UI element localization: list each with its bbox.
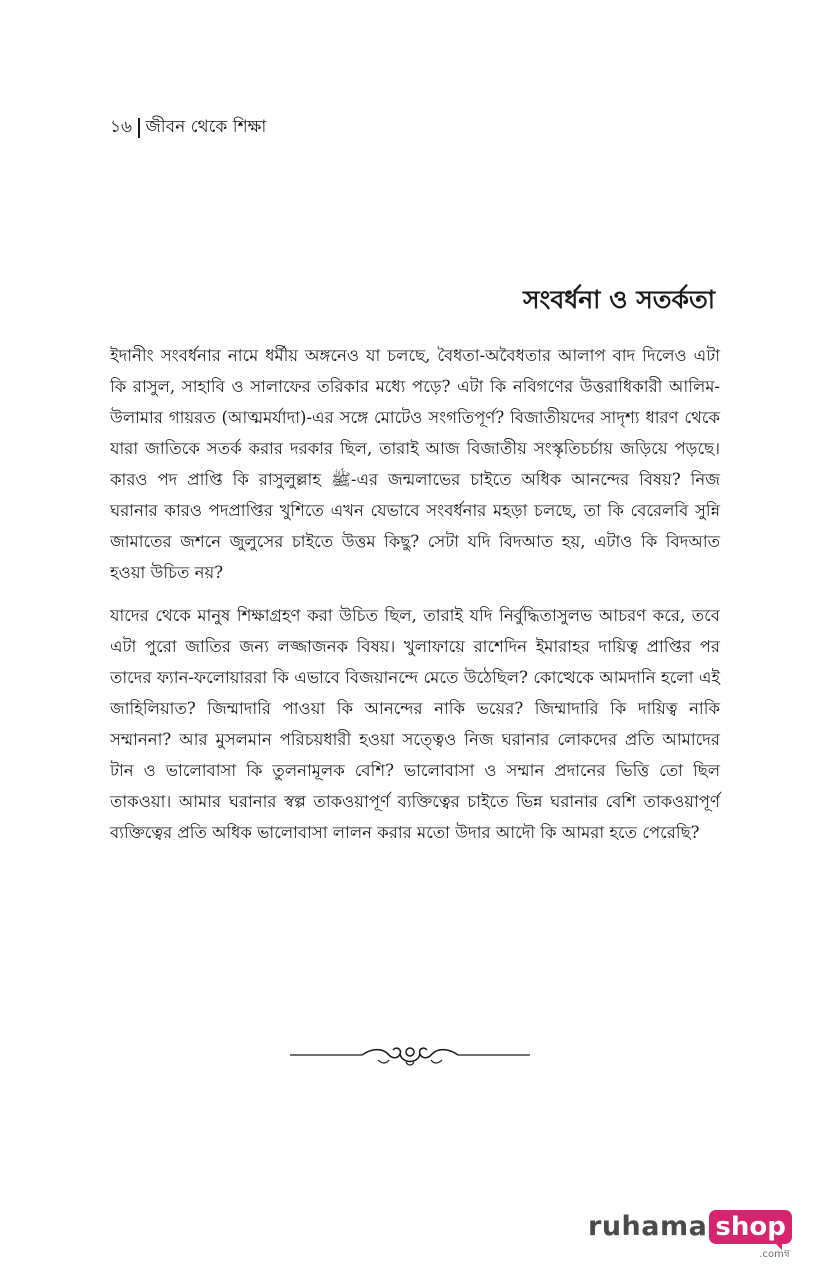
header-divider [138, 118, 140, 138]
ruhamashop-logo [588, 1210, 792, 1260]
logo-shop-badge [709, 1210, 791, 1260]
logo-domain-text: .comম্ব [759, 1249, 790, 1260]
section-title: সংবর্ধনা ও সতর্কতা [523, 285, 715, 314]
floral-divider-icon [290, 1040, 530, 1070]
running-header [110, 114, 266, 142]
logo-shop-text: shop [709, 1210, 791, 1244]
paragraph-1: ইদানীং সংবর্ধনার নামে ধর্মীয় অঙ্গনেও যা চলছে, বৈধতা-অবৈধতার আলাপ বাদ দিলেও এটা কি রাসুল, সাহাবি ও সালাফের তরিকার মধ্যে পড়ে? এটা কি নবিগণের উত্তরাধিকারী আলিম-উলামার গায়রত (আত্মমর্যাদা)-এর সঙ্গে মোটেও সংগতিপূর্ণ? বিজাতীয়দের সাদৃশ্য ধারণ থেকে যারা জাতিকে সতর্ক করার দরকার ছিল, তারাই আজ বিজাতীয় সংস্কৃতিচর্চায় জড়িয়ে পড়ছে। কারও পদ প্রাপ্তি কি রাসুলুল্লাহ ﷺ-এর জন্মলাভের চাইতে অধিক আনন্দের বিষয়? নিজ ঘরানার কারও পদপ্রাপ্তির খুশিতে এখন যেভাবে সংবর্ধনার মহড়া চলছে, তা কি বেরেলবি সুন্নি জামাতের জশনে জুলুসের চাইতে উত্তম কিছু? সেটা যদি বিদআত হয়, এটাও কি বিদআত হওয়া উচিত নয়? [110, 346, 720, 582]
body-text [110, 340, 720, 860]
logo-ruhama-text: ruhama [588, 1211, 708, 1242]
paragraph-2: যাদের থেকে মানুষ শিক্ষাগ্রহণ করা উচিত ছিল, তারাই যদি নির্বুদ্ধিতাসুলভ আচরণ করে, তবে এটা পুরো জাতির জন্য লজ্জাজনক বিষয়। খুলাফায়ে রাশেদিন ইমারাহর দায়িত্ব প্রাপ্তির পর তাদের ফ্যান-ফলোয়াররা কি এভাবে বিজয়ানন্দে মেতে উঠেছিল? কোত্থেকে আমদানি হলো এই জাহিলিয়াত? জিম্মাদারি পাওয়া কি আনন্দের নাকি ভয়ের? জিম্মাদারি কি দায়িত্ব নাকি সম্মাননা? আর মুসলমান পরিচয়ধারী হওয়া সত্ত্বেও নিজ ঘরানার লোকদের প্রতি আমাদের টান ও ভালোবাসা কি তুলনামূলক বেশি? ভালোবাসা ও সম্মান প্রদানের ভিত্তি তো ছিল তাকওয়া। আমার ঘরানার স্বল্প তাকওয়াপূর্ণ ব্যক্তিত্বের চাইতে ভিন্ন ঘরানার বেশি তাকওয়াপূর্ণ ব্যক্তিত্বের প্রতি অধিক ভালোবাসা লালন করার মতো উদার আদৌ কি আমরা হতে পেরেছি? [110, 606, 720, 842]
book-title: জীবন থেকে শিক্ষা [145, 117, 267, 137]
page-number: ১৬ [110, 117, 133, 137]
